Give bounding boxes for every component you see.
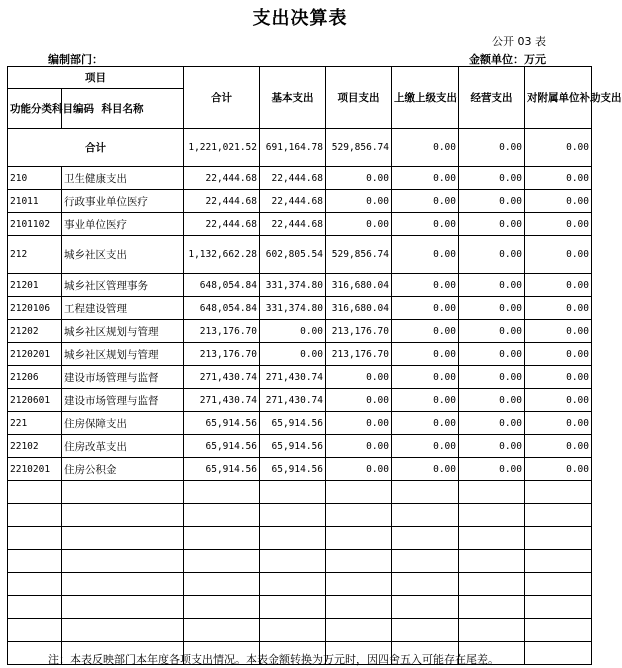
row-business: 0.00	[459, 412, 525, 435]
table-row	[8, 458, 592, 481]
row-business: 0.00	[459, 274, 525, 297]
row-project: 0.00	[326, 412, 392, 435]
empty-cell	[525, 642, 592, 665]
empty-cell	[184, 504, 260, 527]
row-code: 2120201	[8, 343, 62, 366]
footer-note: 注：本表反映部门本年度各项支出情况。本表金额转换为万元时，因四舍五入可能存在尾差。	[48, 653, 499, 666]
empty-cell	[525, 619, 592, 642]
row-subsidy: 0.00	[525, 236, 592, 274]
row-business: 0.00	[459, 167, 525, 190]
row-basic: 271,430.74	[260, 389, 326, 412]
empty-cell	[8, 573, 62, 596]
row-name: 工程建设管理	[62, 297, 184, 320]
empty-cell	[525, 596, 592, 619]
table-row	[8, 190, 592, 213]
total-total: 1,221,021.52	[184, 129, 260, 167]
empty-cell	[260, 504, 326, 527]
empty-cell	[184, 550, 260, 573]
empty-cell	[184, 527, 260, 550]
empty-cell	[459, 573, 525, 596]
row-basic: 0.00	[260, 320, 326, 343]
row-upper: 0.00	[392, 167, 459, 190]
total-project: 529,856.74	[326, 129, 392, 167]
row-subsidy: 0.00	[525, 412, 592, 435]
empty-cell	[392, 573, 459, 596]
row-code: 2120106	[8, 297, 62, 320]
row-project: 0.00	[326, 389, 392, 412]
empty-cell	[8, 527, 62, 550]
header-total: 合计	[184, 67, 260, 129]
total-row	[8, 129, 592, 167]
header-item: 项目	[8, 67, 184, 89]
unit-label: 金额单位：万元	[469, 53, 546, 66]
row-name: 住房改革支出	[62, 435, 184, 458]
empty-cell	[260, 573, 326, 596]
row-name: 建设市场管理与监督	[62, 389, 184, 412]
header-subsidy: 对附属单位补助支出	[525, 67, 592, 129]
row-code: 21206	[8, 366, 62, 389]
table-row	[8, 435, 592, 458]
table-row	[8, 412, 592, 435]
empty-row	[8, 573, 592, 596]
header-code: 功能分类科目编码	[8, 89, 62, 129]
row-basic: 0.00	[260, 343, 326, 366]
row-code: 221	[8, 412, 62, 435]
row-project: 0.00	[326, 190, 392, 213]
row-upper: 0.00	[392, 297, 459, 320]
row-name: 城乡社区规划与管理	[62, 320, 184, 343]
row-subsidy: 0.00	[525, 320, 592, 343]
header-basic: 基本支出	[260, 67, 326, 129]
table-row	[8, 297, 592, 320]
table-row	[8, 274, 592, 297]
row-project: 316,680.04	[326, 274, 392, 297]
header-upper: 上缴上级支出	[392, 67, 459, 129]
total-basic: 691,164.78	[260, 129, 326, 167]
empty-cell	[326, 573, 392, 596]
row-total: 65,914.56	[184, 412, 260, 435]
row-business: 0.00	[459, 236, 525, 274]
row-upper: 0.00	[392, 412, 459, 435]
row-code: 21201	[8, 274, 62, 297]
row-basic: 331,374.80	[260, 297, 326, 320]
table-header	[8, 67, 622, 129]
row-name: 住房保障支出	[62, 412, 184, 435]
row-upper: 0.00	[392, 389, 459, 412]
empty-row	[8, 481, 592, 504]
header-name: 科目名称	[62, 89, 184, 129]
row-project: 529,856.74	[326, 236, 392, 274]
row-total: 22,444.68	[184, 190, 260, 213]
empty-row	[8, 596, 592, 619]
empty-cell	[8, 481, 62, 504]
table-body	[8, 129, 592, 665]
empty-cell	[62, 481, 184, 504]
row-name: 建设市场管理与监督	[62, 366, 184, 389]
empty-cell	[326, 527, 392, 550]
row-name: 事业单位医疗	[62, 213, 184, 236]
row-name: 城乡社区管理事务	[62, 274, 184, 297]
row-name: 住房公积金	[62, 458, 184, 481]
row-subsidy: 0.00	[525, 343, 592, 366]
row-project: 0.00	[326, 458, 392, 481]
row-subsidy: 0.00	[525, 366, 592, 389]
empty-cell	[525, 504, 592, 527]
row-subsidy: 0.00	[525, 297, 592, 320]
table-row	[8, 167, 592, 190]
expenditure-table	[7, 66, 622, 665]
table-row	[8, 343, 592, 366]
empty-cell	[8, 504, 62, 527]
row-total: 213,176.70	[184, 343, 260, 366]
row-business: 0.00	[459, 190, 525, 213]
row-code: 2120601	[8, 389, 62, 412]
empty-cell	[184, 481, 260, 504]
empty-cell	[392, 596, 459, 619]
row-code: 21202	[8, 320, 62, 343]
row-code: 2210201	[8, 458, 62, 481]
empty-cell	[260, 619, 326, 642]
table-row	[8, 389, 592, 412]
row-total: 271,430.74	[184, 366, 260, 389]
row-total: 22,444.68	[184, 167, 260, 190]
row-name: 城乡社区规划与管理	[62, 343, 184, 366]
empty-cell	[459, 619, 525, 642]
row-name: 卫生健康支出	[62, 167, 184, 190]
row-project: 213,176.70	[326, 343, 392, 366]
row-subsidy: 0.00	[525, 389, 592, 412]
row-upper: 0.00	[392, 236, 459, 274]
row-basic: 65,914.56	[260, 458, 326, 481]
row-code: 21011	[8, 190, 62, 213]
table-code: 公开 03 表	[492, 35, 546, 48]
header-business: 经营支出	[459, 67, 525, 129]
empty-cell	[459, 481, 525, 504]
empty-cell	[184, 573, 260, 596]
empty-cell	[62, 527, 184, 550]
table-row	[8, 213, 592, 236]
row-project: 316,680.04	[326, 297, 392, 320]
empty-cell	[392, 527, 459, 550]
row-subsidy: 0.00	[525, 213, 592, 236]
row-business: 0.00	[459, 297, 525, 320]
row-upper: 0.00	[392, 320, 459, 343]
row-project: 0.00	[326, 435, 392, 458]
row-subsidy: 0.00	[525, 190, 592, 213]
empty-cell	[525, 527, 592, 550]
row-code: 22102	[8, 435, 62, 458]
page-title: 支出决算表	[252, 8, 348, 29]
row-basic: 22,444.68	[260, 190, 326, 213]
row-total: 1,132,662.28	[184, 236, 260, 274]
row-project: 0.00	[326, 167, 392, 190]
table-row	[8, 236, 592, 274]
row-business: 0.00	[459, 320, 525, 343]
row-business: 0.00	[459, 389, 525, 412]
row-basic: 22,444.68	[260, 213, 326, 236]
empty-cell	[260, 481, 326, 504]
empty-cell	[62, 596, 184, 619]
row-upper: 0.00	[392, 458, 459, 481]
row-name: 城乡社区支出	[62, 236, 184, 274]
total-label: 合计	[8, 129, 184, 167]
empty-cell	[459, 504, 525, 527]
row-total: 648,054.84	[184, 297, 260, 320]
empty-cell	[62, 619, 184, 642]
row-upper: 0.00	[392, 213, 459, 236]
dept-label: 编制部门：	[48, 53, 103, 66]
row-project: 0.00	[326, 213, 392, 236]
row-upper: 0.00	[392, 274, 459, 297]
empty-cell	[184, 596, 260, 619]
empty-row	[8, 550, 592, 573]
empty-cell	[260, 527, 326, 550]
row-name: 行政事业单位医疗	[62, 190, 184, 213]
empty-cell	[525, 550, 592, 573]
row-business: 0.00	[459, 213, 525, 236]
empty-cell	[62, 504, 184, 527]
row-business: 0.00	[459, 366, 525, 389]
empty-cell	[326, 481, 392, 504]
row-subsidy: 0.00	[525, 458, 592, 481]
empty-cell	[62, 573, 184, 596]
total-upper: 0.00	[392, 129, 459, 167]
row-subsidy: 0.00	[525, 274, 592, 297]
total-business: 0.00	[459, 129, 525, 167]
table-row	[8, 366, 592, 389]
row-business: 0.00	[459, 458, 525, 481]
row-basic: 65,914.56	[260, 412, 326, 435]
empty-cell	[260, 550, 326, 573]
row-total: 65,914.56	[184, 435, 260, 458]
row-upper: 0.00	[392, 435, 459, 458]
empty-cell	[8, 619, 62, 642]
row-basic: 602,805.54	[260, 236, 326, 274]
row-project: 213,176.70	[326, 320, 392, 343]
row-business: 0.00	[459, 435, 525, 458]
row-total: 65,914.56	[184, 458, 260, 481]
table-row	[8, 320, 592, 343]
row-total: 271,430.74	[184, 389, 260, 412]
empty-cell	[392, 481, 459, 504]
empty-cell	[326, 596, 392, 619]
empty-cell	[62, 550, 184, 573]
row-basic: 22,444.68	[260, 167, 326, 190]
row-total: 648,054.84	[184, 274, 260, 297]
empty-cell	[326, 504, 392, 527]
empty-cell	[392, 504, 459, 527]
empty-row	[8, 504, 592, 527]
empty-row	[8, 527, 592, 550]
row-subsidy: 0.00	[525, 167, 592, 190]
empty-cell	[8, 550, 62, 573]
row-code: 210	[8, 167, 62, 190]
row-upper: 0.00	[392, 343, 459, 366]
empty-cell	[8, 596, 62, 619]
empty-cell	[459, 550, 525, 573]
row-basic: 271,430.74	[260, 366, 326, 389]
empty-cell	[326, 550, 392, 573]
empty-row	[8, 619, 592, 642]
row-project: 0.00	[326, 366, 392, 389]
empty-cell	[525, 573, 592, 596]
empty-cell	[326, 619, 392, 642]
row-subsidy: 0.00	[525, 435, 592, 458]
empty-cell	[459, 596, 525, 619]
empty-cell	[184, 619, 260, 642]
row-basic: 331,374.80	[260, 274, 326, 297]
row-total: 22,444.68	[184, 213, 260, 236]
empty-cell	[392, 619, 459, 642]
row-total: 213,176.70	[184, 320, 260, 343]
row-basic: 65,914.56	[260, 435, 326, 458]
row-code: 212	[8, 236, 62, 274]
empty-cell	[260, 596, 326, 619]
empty-cell	[525, 481, 592, 504]
row-upper: 0.00	[392, 366, 459, 389]
header-project: 项目支出	[326, 67, 392, 129]
row-business: 0.00	[459, 343, 525, 366]
row-code: 2101102	[8, 213, 62, 236]
empty-cell	[392, 550, 459, 573]
total-subsidy: 0.00	[525, 129, 592, 167]
row-upper: 0.00	[392, 190, 459, 213]
empty-cell	[459, 527, 525, 550]
